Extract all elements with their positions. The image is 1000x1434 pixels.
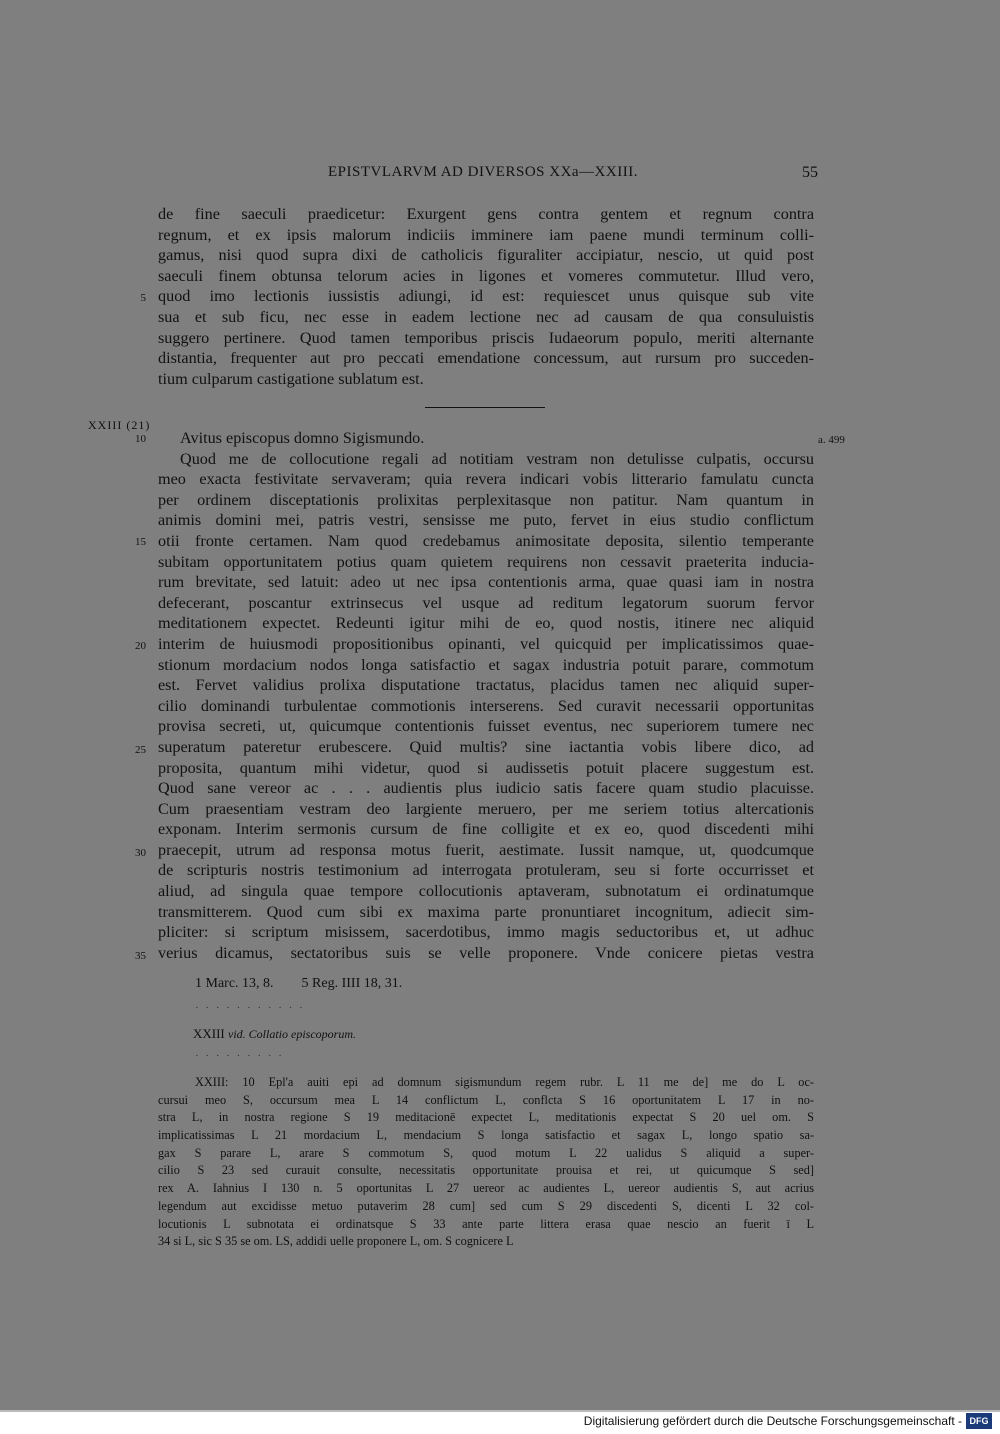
line-number: 5 — [140, 292, 146, 304]
text-line: cilio dominandi turbulentae commotionis interserens. Sed curavit necessarii opportunitas — [158, 696, 814, 715]
text-line: provisa secreti, ut, quicumque contentionis fuisset eventus, nec superiorem tumere nec — [158, 717, 814, 736]
dfg-logo: DFG — [966, 1413, 992, 1429]
footer-bar — [0, 1410, 1000, 1434]
text-line: per ordinem disceptationis prolixitas perplexitasque non patitur. Nam quantum in — [158, 490, 814, 509]
separator-dots: · · · · · · · · · · · — [195, 1002, 305, 1014]
scripture-references: 1 Marc. 13, 8. 5 Reg. IIII 18, 31. — [195, 976, 403, 991]
text-line: Cum praesentiam vestram deo largiente meruero, per me seriem totius altercationis — [158, 799, 814, 818]
funding-notice: Digitalisierung gefördert durch die Deutsche Forschungsgemeinschaft - — [583, 1414, 962, 1428]
running-head: EPISTVLARVM AD DIVERSOS XXa—XXIII. — [328, 164, 638, 180]
testimonia-text: vid. Collatio episcoporum. — [228, 1027, 357, 1041]
line-number: 20 — [135, 640, 146, 652]
apparatus-line: XXIII: 10 Epl'a auiti epi ad domnum sigismundum regem rubr. L 11 me de] me do L oc- — [195, 1075, 814, 1089]
footer-divider — [0, 1410, 1000, 1412]
text-line: tium culparum castigatione sublatum est. — [158, 369, 424, 388]
page-header — [158, 164, 818, 188]
section-divider — [425, 407, 545, 408]
line-number: 35 — [135, 950, 146, 962]
apparatus-line: implicatissimas L 21 mordacium L, mendacium S longa satisfactio et sagax L, longo spatio sa- — [158, 1128, 814, 1143]
text-line: exponam. Interim sermonis cursum de fine colligite et ex eo, quod discedenti mihi — [158, 820, 814, 839]
text-line: quod imo lectionis iussistis adiungi, id est: requiescet unus quisque sub vite — [158, 287, 814, 306]
text-line: de scripturis nostris testimonium ad interrogata protuleram, seu si forte occurrisset et — [158, 861, 814, 880]
text-line: praecepit, utrum ad responsa motus fuerit, aestimate. Iussit namque, ut, quodcumque — [158, 840, 814, 859]
text-line: Quod me de collocutione regali ad notitiam vestram non detulisse culpatis, occursu — [180, 449, 814, 468]
apparatus-line: gax S parare L, arare S commotum S, quod motum L 22 ualidus S aliquid a super- — [158, 1145, 814, 1160]
apparatus-line: cilio S 23 sed curauit consulte, necessitatis opportunitate prouisa et rei, ut quicumque S sed] — [158, 1163, 814, 1178]
text-block-1 — [158, 204, 814, 389]
line-number: 15 — [135, 536, 146, 548]
apparatus-line: rex A. Iahnius I 130 n. 5 oportunitas L 27 uereor ac audientes L, uereor audientis S, aut acrius — [158, 1181, 814, 1196]
text-line: superatum pateretur erubescere. Quid multis? sine iactantia vobis libere dico, ad — [158, 737, 814, 756]
text-line: Quod sane vereor ac . . . audientis plus iudicio satis facere quam studio placuisse. — [158, 779, 814, 798]
testimonia-label: XXIII — [193, 1026, 225, 1041]
apparatus-line: legendum aut excidisse metuo putaverim 28 cum] sed cum S 29 discedenti S, dicenti L 32 col- — [158, 1198, 814, 1213]
text-line: gamus, nisi quod supra dixi de catholicis figuraliter accipiatur, nescio, ut quid post — [158, 246, 814, 265]
text-line: subitam opportunitatem potius quam quietem requirens non cessavit praeterita inducia- — [158, 552, 814, 571]
critical-apparatus — [158, 1074, 814, 1251]
apparatus-line: 34 si L, sic S 35 se om. LS, addidi uelle proponere L, om. S cognicere L — [158, 1234, 514, 1249]
line-number: 10 — [135, 433, 146, 445]
letter-salutation: Avitus episcopus domno Sigismundo. — [180, 429, 425, 447]
apparatus-line: locutionis L subnotata ei ordinatsque S 33 ante parte littera erasa quae nescio an fuerit ī L — [158, 1216, 814, 1231]
text-line: meditationem expectet. Redeunti igitur mihi de eo, quod nostis, itinere nec aliquid — [158, 614, 814, 633]
text-line: animis domini mei, patris vestri, sensisse me puto, fervet in eius studio conflictum — [158, 511, 814, 530]
line-number: 25 — [135, 744, 146, 756]
text-line: verius dicamus, sectatoribus suis se velle proponere. Vnde conicere pietas vestra — [158, 943, 814, 962]
text-line: transmitterem. Quod cum sibi ex maxima parte pronuntiaret incognitum, adiecit sim- — [158, 902, 814, 921]
testimonia — [193, 1026, 356, 1042]
text-line: stionum mordacium nodos longa satisfactio et sagax industria potuit parare, commotum — [158, 655, 814, 674]
separator-dots: · · · · · · · · · — [195, 1050, 284, 1062]
letter-number: XXIII (21) — [88, 418, 151, 432]
line-number: 30 — [135, 847, 146, 859]
text-line: pliciter: si scriptum misissem, sacerdotibus, immo magis seductoribus et, ut adhuc — [158, 923, 814, 942]
text-line: proposita, quantum mihi videtur, quod si audissetis potuit placere suggestum est. — [158, 758, 814, 777]
text-line: aliud, ad singula quae tempore collocutionis aptaveram, subnotatum ei ordinatumque — [158, 882, 814, 901]
apparatus-line: cursui meo S, occursum mea L 14 conflictum L, conflcta S 16 oportunitatem L 17 in no- — [158, 1092, 814, 1107]
apparatus-line: stra L, in nostra regione S 19 meditacionē expectet L, meditationis expectat S 20 uel om. S — [158, 1110, 814, 1125]
text-line: suggero pertinere. Quod tamen temporibus priscis Iudaeorum populo, meriti alternante — [158, 328, 814, 347]
text-line: otii fronte certamen. Nam quod credebamus animositate deposita, silentio temperante — [158, 531, 814, 550]
letter-text — [158, 428, 814, 963]
text-line: distantia, frequenter aut pro peccati emendatione concessum, aut rursum pro succeden- — [158, 349, 814, 368]
letter-date: a. 499 — [818, 434, 845, 446]
text-line: sua et sub ficu, nec esse in eadem lectione nec ad causam de qua consuluistis — [158, 307, 814, 326]
text-line: de fine saeculi praedicetur: Exurgent gens contra gentem et regnum contra — [158, 205, 814, 223]
text-line: meo exacta festivitate servaveram; quia revera indicari vobis litterario famulatu cuncta — [158, 470, 814, 489]
text-line: interim de huiusmodi propositionibus opinanti, vel quicquid per implicatissimos quae- — [158, 634, 814, 653]
text-line: regnum, et ex ipsis malorum indiciis imminere iam paene mundi terminum colli- — [158, 225, 814, 244]
text-line: rum brevitate, sed latuit: adeo ut nec ipsa contentionis arma, quae quasi iam in nostra — [158, 573, 814, 592]
text-line: defecerant, poscantur extrinsecus vel usque ad reditum legatorum suorum fervor — [158, 593, 814, 612]
page-number: 55 — [802, 164, 818, 181]
text-line: est. Fervet validius prolixa disputatione tractatus, placidus tamen nec aliquid super- — [158, 676, 814, 695]
text-line: saeculi finem obtunsa telorum acies in ligones et vomeres commutetur. Illud vero, — [158, 266, 814, 285]
